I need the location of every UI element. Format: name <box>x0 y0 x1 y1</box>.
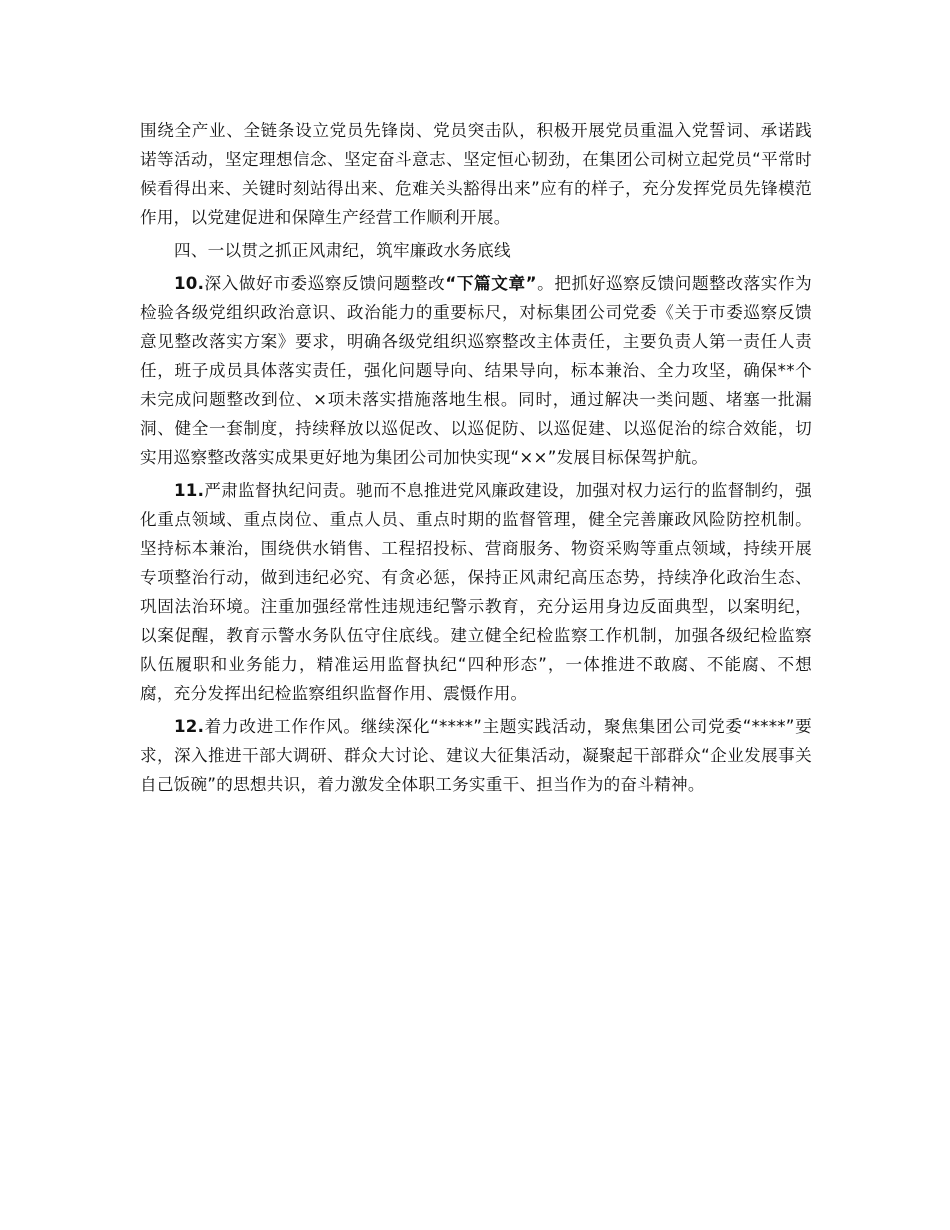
item-12-number: 12. <box>174 717 205 736</box>
item-10-number: 10. <box>174 274 205 293</box>
item-10-lead-bold: “下篇文章” <box>445 274 537 293</box>
item-12-body: 着力改进工作作风。继续深化“****”主题实践活动，聚焦集团公司党委“****”要求，深入推进干部大调研、群众大讨论、建议大征集活动，凝聚起干部群众“企业发展事关自己饭碗”的思想共识，着力激发全体职工务实重干、担当作为的奋斗精神。 <box>140 717 812 794</box>
item-10-body: 。把抓好巡察反馈问题整改落实作为检验各级党组织政治意识、政治能力的重要标尺，对标集团公司党委《关于市委巡察反馈意见整改落实方案》要求，明确各级党组织巡察整改主体责任，主要负责人第一责任人责任，班子成员具体落实责任，强化问题导向、结果导向，标本兼治、全力攻坚，确保**个未完成问题整改到位、×项未落实措施落地生根。同时，通过解决一类问题、堵塞一批漏洞、健全一套制度，持续释放以巡促改、以巡促防、以巡促建、以巡促治的综合效能，切实用巡察整改落实成果更好地为集团公司加快实现“××”发展目标保驾护航。 <box>140 274 813 467</box>
item-11-paragraph <box>140 476 812 708</box>
paragraph-continuation: 围绕全产业、全链条设立党员先锋岗、党员突击队，积极开展党员重温入党誓词、承诺践诺等活动，坚定理想信念、坚定奋斗意志、坚定恒心韧劲，在集团公司树立起党员“平常时候看得出来、关键时刻站得出来、危难关头豁得出来”应有的样子，充分发挥党员先锋模范作用，以党建促进和保障生产经营工作顺利开展。 <box>140 121 812 227</box>
item-10-paragraph <box>140 269 812 472</box>
section-heading: 四、一以贯之抓正风肃纪，筑牢廉政水务底线 <box>174 241 511 260</box>
item-11-body: 严肃监督执纪问责。驰而不息推进党风廉政建设，加强对权力运行的监督制约，强化重点领域、重点岗位、重点人员、重点时期的监督管理，健全完善廉政风险防控机制。坚持标本兼治，围绕供水销售、工程招投标、营商服务、物资采购等重点领域，持续开展专项整治行动，做到违纪必究、有贪必惩，保持正风肃纪高压态势，持续净化政治生态、巩固法治环境。注重加强经常性违规违纪警示教育，充分运用身边反面典型，以案明纪，以案促醒，教育示警水务队伍守住底线。建立健全纪检监察工作机制，加强各级纪检监察队伍履职和业务能力，精准运用监督执纪“四种形态”，一体推进不敢腐、不能腐、不想腐，充分发挥出纪检监察组织监督作用、震慑作用。 <box>140 481 812 703</box>
item-11-number: 11. <box>174 481 205 500</box>
document-page <box>140 116 812 803</box>
item-10-lead: 深入做好市委巡察反馈问题整改 <box>204 274 446 293</box>
item-12-paragraph <box>140 712 812 799</box>
